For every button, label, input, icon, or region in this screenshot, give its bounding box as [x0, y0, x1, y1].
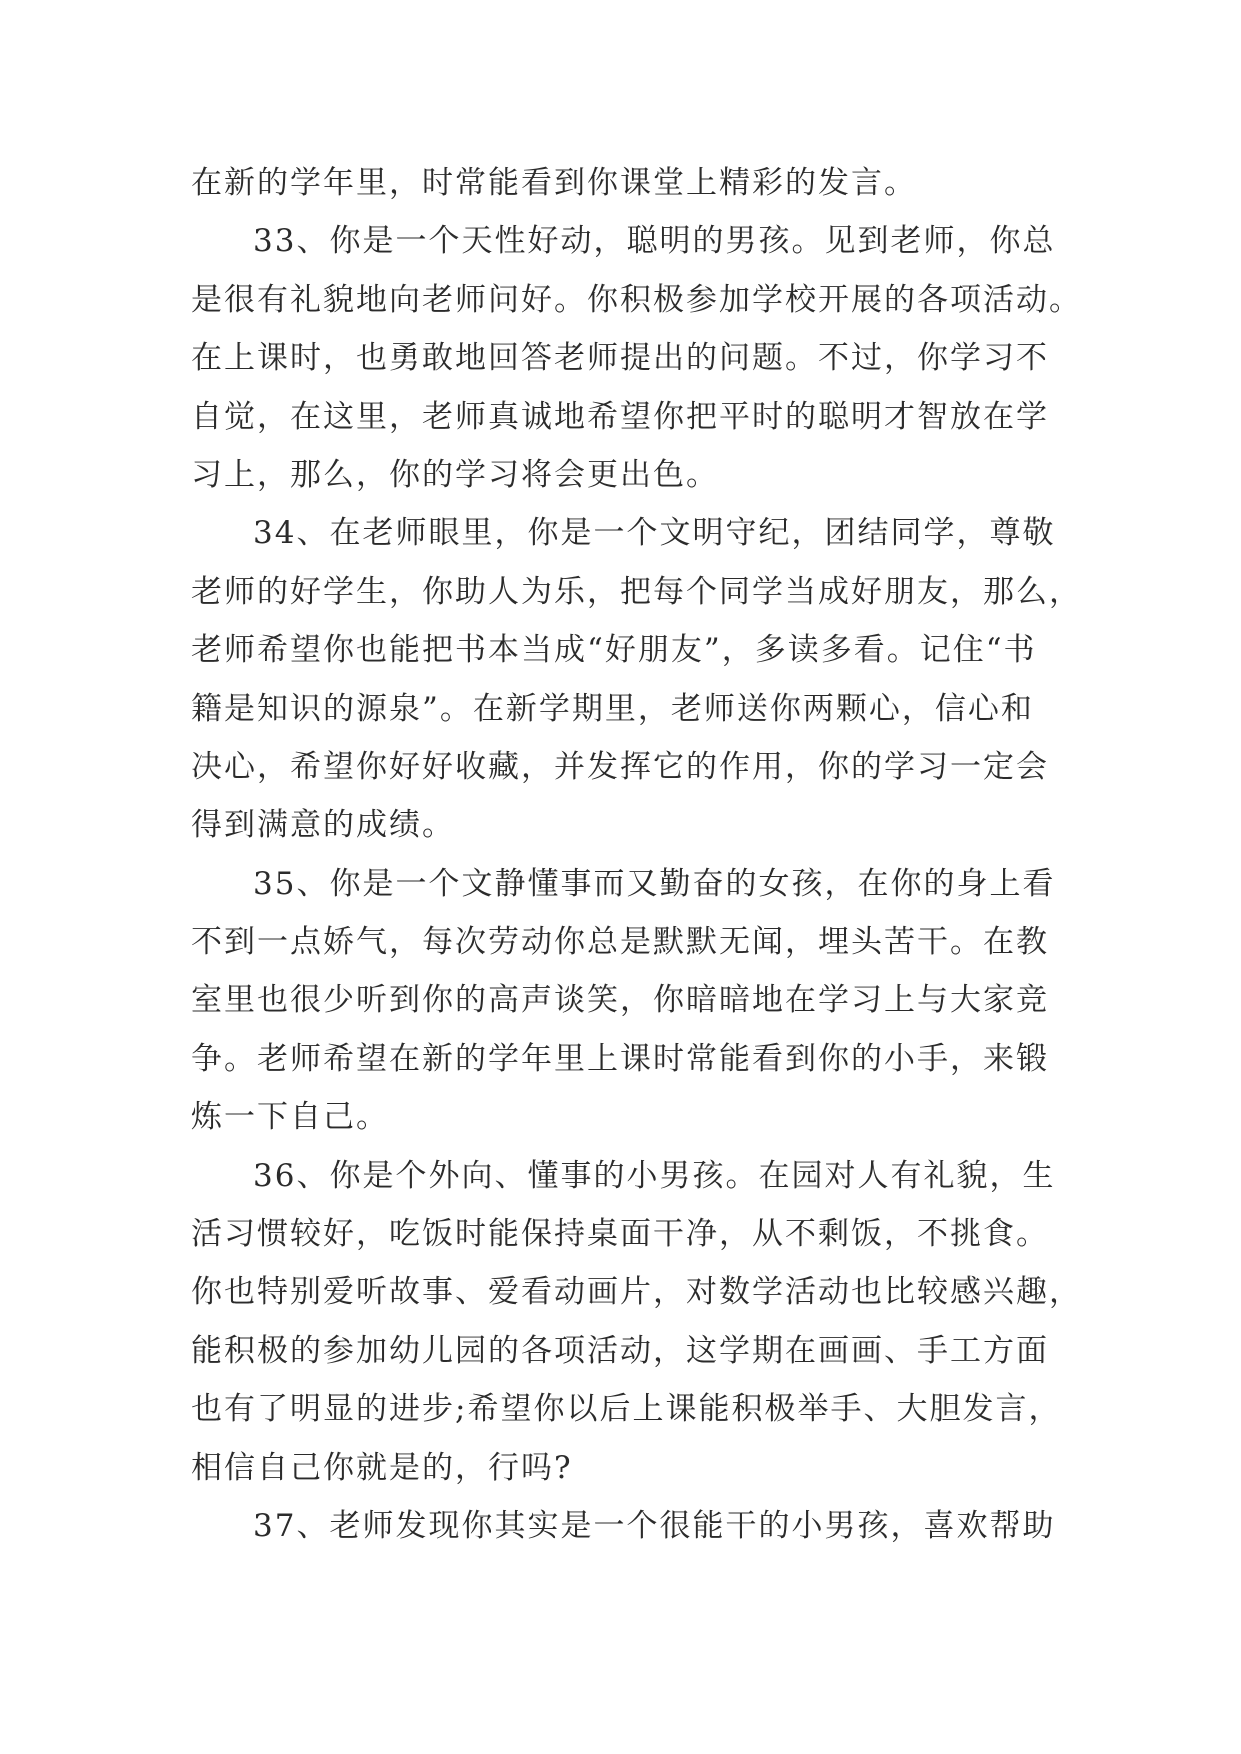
text-line: 相信自己你就是的，行吗?	[191, 1449, 573, 1486]
text-line: 籍是知识的源泉”。在新学期里，老师送你两颗心，信心和	[191, 690, 1034, 727]
text-line: 室里也很少听到你的高声谈笑，你暗暗地在学习上与大家竞	[191, 982, 1049, 1019]
text-line: 在新的学年里，时常能看到你课堂上精彩的发言。	[191, 165, 917, 201]
paragraph-37-line: 37、老师发现你其实是一个很能干的小男孩，喜欢帮助	[253, 1507, 1056, 1544]
text-line: 活习惯较好，吃饭时能保持桌面干净，从不剩饭，不挑食。	[191, 1216, 1049, 1253]
text-line: 得到满意的成绩。	[191, 807, 455, 844]
text-line: 习上，那么，你的学习将会更出色。	[191, 456, 719, 493]
text-line: 也有了明显的进步;希望你以后上课能积极举手、大胆发言，	[191, 1391, 1062, 1428]
text-line: 争。老师希望在新的学年里上课时常能看到你的小手，来锻	[191, 1040, 1049, 1077]
text-line: 决心，希望你好好收藏，并发挥它的作用，你的学习一定会	[191, 748, 1049, 785]
text-line: 能积极的参加幼儿园的各项活动，这学期在画画、手工方面	[191, 1332, 1049, 1369]
text-line: 在上课时，也勇敢地回答老师提出的问题。不过，你学习不	[191, 340, 1049, 377]
text-line: 自觉，在这里，老师真诚地希望你把平时的聪明才智放在学	[191, 398, 1049, 435]
text-line: 炼一下自己。	[191, 1099, 389, 1136]
paragraph-36-line: 36、你是个外向、懂事的小男孩。在园对人有礼貌，生	[253, 1157, 1056, 1194]
paragraph-34-line: 34、在老师眼里，你是一个文明守纪，团结同学，尊敬	[253, 515, 1056, 552]
text-line: 不到一点娇气，每次劳动你总是默默无闻，埋头苦干。在教	[191, 924, 1049, 961]
document-body	[191, 154, 1082, 1555]
text-line: 你也特别爱听故事、爱看动画片，对数学活动也比较感兴趣，	[191, 1274, 1082, 1311]
text-line: 是很有礼貌地向老师问好。你积极参加学校开展的各项活动。	[191, 281, 1082, 318]
text-line: 老师希望你也能把书本当成“好朋友”，多读多看。记住“书	[191, 632, 1037, 669]
text-line: 老师的好学生，你助人为乐，把每个同学当成好朋友，那么，	[191, 573, 1082, 610]
paragraph-35-line: 35、你是一个文静懂事而又勤奋的女孩，在你的身上看	[253, 865, 1056, 902]
paragraph-33-line: 33、你是一个天性好动，聪明的男孩。见到老师，你总	[253, 223, 1056, 260]
